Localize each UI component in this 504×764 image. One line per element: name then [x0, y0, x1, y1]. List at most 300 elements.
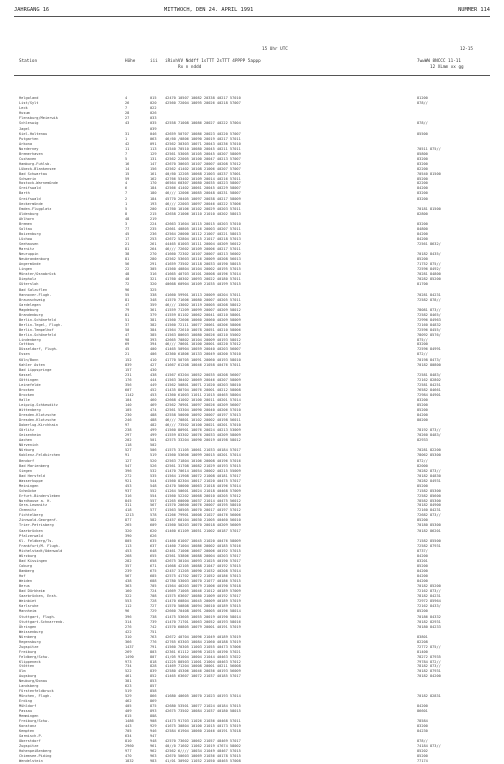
weather-groups: 70182 82931: [417, 619, 441, 624]
station-name: Gardelegen: [19, 302, 41, 307]
code-groups: 46/// 72602 10109 20006 40217 57011: [165, 247, 241, 252]
station-index: 393: [150, 337, 157, 342]
code-groups: 42570 73602 10062 21057 48469 57017: [165, 739, 241, 743]
weather-groups: 71582 85500: [417, 539, 441, 544]
station-height: 615: [125, 714, 132, 719]
station-name: Brandenburg: [19, 312, 43, 317]
station-name: Nürnberg: [19, 634, 37, 639]
station-index: 156: [150, 166, 157, 171]
station-index: 235: [150, 227, 157, 232]
code-groups: 41/01 30902 11052 21050 48465 57008: [165, 758, 241, 763]
station-name: Lindenberg: [19, 337, 41, 342]
weather-groups: 85500: [417, 131, 428, 136]
station-name: Konstanz: [19, 724, 37, 729]
station-name: List/Sylt: [19, 100, 39, 105]
station-name: Landsberg: [19, 684, 39, 689]
station-index: 869: [150, 699, 157, 704]
station-height: 112: [125, 603, 132, 608]
code-groups: 41564 40203 10079 21006 40190 57018: [165, 583, 241, 588]
code-groups: 42659 50707 10086 20023 40220 57007: [165, 131, 241, 136]
station-index: 776: [150, 639, 157, 644]
weather-groups: 79784 872//: [417, 659, 441, 664]
station-height: 973: [125, 659, 132, 664]
station-index: 609: [150, 523, 157, 528]
station-name: Regensburg: [19, 639, 41, 644]
code-groups: 41660 59901 10113 20009 40204 57011: [165, 292, 241, 297]
weather-groups: 70182 84200: [417, 674, 441, 679]
code-groups: 42575 41702 10072 21052 40186 57013: [165, 574, 241, 579]
weather-groups: 875//: [417, 337, 428, 342]
code-groups: 46/// 22003 10097 20046 40222 57006: [165, 202, 241, 207]
station-height: 37: [125, 322, 130, 327]
station-index: 519: [150, 452, 157, 457]
weather-groups: 84200: [417, 237, 428, 242]
station-index: 929: [150, 724, 157, 729]
code-groups: 41570 20600 10076 20007 40195 58010: [165, 503, 241, 508]
station-name: Pfalzerwald: [19, 534, 43, 539]
code-groups: 41680 40605 10070 21023 40193 57014: [165, 694, 241, 699]
weather-groups: 70186 84332: [417, 614, 441, 619]
station-index: 261: [150, 242, 157, 247]
weather-groups: 78192 873//: [417, 427, 441, 432]
station-index: 858: [150, 689, 157, 694]
weather-groups: 84200: [417, 574, 428, 579]
weather-groups: 72581 84251: [417, 383, 441, 388]
station-name: Hohenpeißenberg: [19, 748, 52, 753]
station-height: 269: [125, 649, 132, 654]
weather-groups: 84230: [417, 729, 428, 734]
station-name: München, Flugh.: [19, 694, 52, 699]
station-height: 322: [125, 593, 132, 598]
station-index: 658: [150, 559, 157, 564]
code-groups: 42564 20000 10112 21007 40221 58013: [165, 232, 241, 237]
station-index: 162: [150, 176, 157, 181]
station-index: 875: [150, 704, 157, 709]
station-name: Oberstdorf: [19, 739, 41, 743]
code-groups: 46/// 70601 10100 20001 40220 57012: [165, 342, 241, 347]
code-groups: 42562 53603 10116 20009 40208 56013: [165, 257, 241, 261]
weather-groups: 84200: [417, 554, 428, 559]
station-index: 224: [150, 222, 157, 227]
header-rule: [14, 16, 490, 17]
station-height: 311: [125, 503, 132, 508]
code-groups: 41563 50505 10070 20017 40197 57012: [165, 508, 241, 513]
code-groups: 42780 53003 10070 21077 40186 57015: [165, 579, 241, 583]
code-groups: 42675 73502 10084 21037 40180 58015: [165, 709, 241, 714]
station-name: Nürburg: [19, 447, 35, 452]
weather-groups: 84800: [417, 227, 428, 232]
station-name: Wittenberg: [19, 408, 41, 413]
code-groups: 42360 61806 10133 20049 40200 57010: [165, 352, 241, 357]
station-index: 729: [150, 608, 157, 613]
code-groups: 42562 30303 10071 20043 40236 57010: [165, 141, 241, 146]
station-height: 1: [125, 202, 128, 207]
station-name: Siegen: [19, 468, 32, 473]
station-height: 634: [125, 734, 132, 739]
station-name: Barth: [19, 191, 30, 196]
station-index: 382: [150, 322, 157, 327]
station-height: 438: [125, 579, 132, 583]
weather-groups: 70181 81500: [417, 207, 441, 212]
weather-groups: 72162 8433/: [417, 603, 441, 608]
code-groups: 42561 53304 10090 20040 40206 57010: [165, 408, 241, 413]
station-height: 47: [125, 332, 130, 337]
station-height: 937: [125, 488, 132, 493]
code-groups: 41560 82304 10017 21020 40475 57017: [165, 478, 241, 483]
station-index: 129: [150, 151, 157, 156]
station-index: 460: [150, 398, 157, 403]
station-index: 091: [150, 141, 157, 146]
weather-groups: 82800: [417, 212, 428, 217]
station-index: 488: [150, 418, 157, 422]
station-name: Kl. Feldberg/Ts.: [19, 539, 54, 544]
station-height: 4: [125, 96, 128, 100]
weather-groups: 76582 84661: [417, 388, 441, 393]
station-name: Freiburg: [19, 649, 37, 654]
weather-groups: 72162 82802: [417, 378, 441, 383]
station-height: 921: [125, 478, 132, 483]
station-index: 675: [150, 569, 157, 574]
code-groups: 41760 10106 10102 20029 40203 57011: [165, 207, 241, 212]
station-height: 7: [125, 105, 128, 110]
station-name: Bendorf: [19, 458, 35, 463]
station-name: Ueckermünde: [19, 202, 43, 207]
code-groups: 42558 50000 10092 20007 40197 57013: [165, 413, 241, 418]
code-groups: 41560 70305 11003 21055 40473 57006: [165, 644, 241, 649]
station-index: 264: [150, 247, 157, 252]
station-name: Meiningen: [19, 483, 39, 488]
column-header-rule: [14, 75, 490, 76]
station-height: 470: [125, 753, 132, 758]
weather-groups: 70182 8435/: [417, 252, 441, 257]
station-index: 853: [150, 679, 157, 684]
station-index: 963: [150, 753, 157, 758]
weather-groups: 85200: [417, 483, 428, 488]
station-name: Kiel-Holtenau: [19, 131, 48, 136]
code-groups: 41660 72302 10107 20007 40213 56002: [165, 252, 241, 257]
station-index: 482: [150, 422, 157, 427]
station-height: 11: [125, 146, 130, 151]
weather-groups: 72582 87931: [417, 544, 441, 549]
weather-groups: 72772 875//: [417, 644, 441, 649]
weather-groups: 82933: [417, 437, 428, 442]
station-height: 734: [125, 664, 132, 669]
weather-groups: 72582 8465/: [417, 312, 441, 317]
station-index: 728: [150, 598, 157, 603]
station-height: 805: [125, 539, 132, 544]
weather-groups: 78584: [417, 719, 428, 724]
station-index: 200: [150, 207, 157, 212]
station-height: 45: [125, 347, 130, 352]
code-groups: 41560 80901 10076 20024 40213 53009: [165, 427, 241, 432]
station-name: Braunschweig: [19, 297, 45, 302]
weather-groups: 77174: [417, 758, 428, 763]
station-name: Passau: [19, 709, 32, 714]
code-groups: 41669 71005 10046 21012 40189 57009: [165, 588, 241, 593]
weather-groups: 72582 878//: [417, 297, 441, 302]
station-index: 488: [150, 413, 157, 418]
code-groups: 41/05 91004 10004 21044 40463 57022: [165, 654, 241, 659]
station-name: Frankfurt/M. Flugh.: [19, 544, 61, 549]
code-groups: 41667 61208 10046 21058 40476 57011: [165, 363, 241, 368]
station-index: 499: [150, 427, 157, 432]
code-groups: 42765 63303 10084 21060 40188 57019: [165, 639, 241, 644]
table-row: [0, 191, 504, 196]
station-name: Fürstenfeldbruck: [19, 689, 54, 694]
station-index: 291: [150, 261, 157, 266]
station-index: 535: [150, 473, 157, 478]
weather-groups: 83200: [417, 191, 428, 196]
station-height: 7: [125, 191, 128, 196]
station-index: 962: [150, 748, 157, 753]
station-height: 81: [125, 247, 130, 252]
station-height: 356: [125, 383, 132, 388]
station-name: Stötten: [19, 664, 35, 669]
code-groups: 41567 63204 10052 20035 40208 56007: [165, 373, 241, 378]
station-height: 238: [125, 427, 132, 432]
table-row: [0, 523, 504, 528]
code-groups: 41564 72610 10078 20051 40210 58006: [165, 327, 241, 332]
station-height: 461: [125, 674, 132, 679]
station-index: 620: [150, 529, 157, 534]
station-index: 671: [150, 564, 157, 569]
station-height: 77: [125, 227, 130, 232]
station-height: 396: [125, 468, 132, 473]
code-groups: 41560 72111 10077 20061 40206 58006: [165, 322, 241, 327]
station-index: 452: [150, 388, 157, 393]
weather-groups: 71582 85300: [417, 488, 441, 493]
station-height: 381: [125, 679, 132, 684]
station-height: 56: [125, 261, 130, 266]
weather-groups: 70182 85200: [417, 583, 441, 588]
station-name: Cottbus: [19, 342, 35, 347]
code-groups: 42457 60104 10030 21005 40460 56010: [165, 518, 241, 523]
station-name: Bamberg: [19, 569, 35, 574]
weather-groups: 78062 85300: [417, 452, 441, 457]
weather-groups: 72561 8632/: [417, 242, 441, 247]
code-groups: 42670 30603 10107 20007 40208 57012: [165, 161, 241, 166]
code-groups: 42561 53005 10105 20045 40207 58009: [165, 151, 241, 156]
station-index: 316: [150, 271, 157, 276]
station-index: 499: [150, 432, 157, 437]
station-name: Arkona: [19, 141, 32, 146]
station-height: 314: [125, 619, 132, 624]
station-index: 839: [150, 669, 157, 674]
station-height: 409: [125, 709, 132, 714]
station-name: Weissenburg: [19, 629, 43, 634]
station-height: 1: [125, 136, 128, 141]
code-subheader: Rx n nddd: [178, 65, 202, 70]
weather-groups: 85200: [417, 518, 428, 523]
station-height: 230: [125, 413, 132, 418]
station-index: 818: [150, 659, 157, 664]
weather-groups: 81400: [417, 649, 428, 654]
weather-groups: 70282 873//: [417, 468, 441, 473]
weather-groups: 74184 873//: [417, 743, 441, 748]
station-height: 42: [125, 141, 130, 146]
page-header: [14, 7, 490, 16]
weather-groups: 72596 8455/: [417, 327, 441, 332]
station-name: Augsburg: [19, 674, 37, 679]
station-name: Saarbrücken: [19, 529, 43, 534]
weather-groups: 70182 87931: [417, 669, 441, 674]
station-height: 839: [125, 363, 132, 368]
code-groups: 42580 45306 10046 20036 40193 56009: [165, 669, 241, 674]
code-groups: 42470 10507 10082 20338 40217 57010: [165, 96, 241, 100]
station-height: 320: [125, 529, 132, 534]
station-name: Chiemsee-Piding: [19, 753, 52, 758]
weather-groups: 72581 8483/: [417, 373, 441, 378]
station-index: 305: [150, 266, 157, 271]
weather-groups: 72682 873//: [417, 513, 441, 518]
station-name: Gera-Leumnitz: [19, 503, 48, 508]
weather-groups: 83200: [417, 161, 428, 166]
code-groups: 41560 50203 10070 20018 40209 56009: [165, 523, 241, 528]
code-groups: 41560 40804 10104 20002 40195 57015: [165, 266, 241, 271]
station-name: Erding: [19, 699, 32, 704]
station-height: 1437: [125, 644, 134, 649]
station-height: 51: [125, 317, 130, 322]
code-groups: 41675 30804 10100 21015 40173 57019: [165, 724, 241, 729]
station-index: 946: [150, 729, 157, 734]
station-name: Ahlhorn: [19, 217, 35, 222]
code-groups: 46/// 12006 10085 20048 40231 58007: [165, 191, 241, 196]
station-name: Hannover-Flugh.: [19, 292, 52, 297]
station-index: 637: [150, 544, 157, 549]
code-groups: 42575 33204 10090 20019 40198 58012: [165, 437, 241, 442]
station-name: Dresden-Klotzsche: [19, 413, 56, 418]
station-index: 469: [150, 403, 157, 408]
station-height: 14: [125, 166, 130, 171]
station-index: 063: [150, 136, 157, 141]
station-index: 724: [150, 588, 157, 593]
table-row: [0, 759, 504, 764]
station-name: Diepholz: [19, 276, 37, 281]
station-name: Cuxhaven: [19, 156, 37, 161]
station-index: 035: [150, 120, 157, 125]
station-name: Mannheim: [19, 608, 37, 613]
station-name: Michelstadt/Odenwald: [19, 549, 63, 554]
station-index: 807: [150, 654, 157, 659]
station-height: 81: [125, 257, 130, 261]
station-name: Lingen: [19, 266, 32, 271]
station-name: Oldenburg: [19, 212, 39, 217]
station-height: 81: [125, 312, 130, 317]
code-groups: 45770 20405 10097 20038 40217 58009: [165, 197, 241, 202]
weather-groups: 72996 84963: [417, 317, 441, 322]
code-groups: 41465 50904 10059 20040 40203 56007: [165, 347, 241, 352]
station-name: Öhringen: [19, 624, 37, 629]
station-name: Weiden: [19, 579, 32, 583]
code-groups: 42660 70408 10091 20005 40196 58014: [165, 608, 241, 613]
station-name: Helgoland: [19, 96, 39, 100]
station-height: 16: [125, 161, 130, 166]
station-index: 506: [150, 447, 157, 452]
weather-groups: 85200: [417, 564, 428, 569]
station-height: 45: [125, 232, 130, 237]
station-index: 552: [150, 488, 157, 493]
station-index: 184: [150, 197, 157, 202]
station-height: 48: [125, 217, 130, 222]
station-name: Bad Kissingen: [19, 559, 48, 564]
station-index: 502: [150, 442, 157, 447]
station-name: Boizenburg: [19, 232, 41, 237]
weather-groups: 85200: [417, 257, 428, 261]
code-groups: 41470 70614 10054 20002 40215 55009: [165, 468, 241, 473]
weather-groups: 82000: [417, 463, 428, 468]
station-index: 893: [150, 709, 157, 714]
weather-groups: 78272 87935: [417, 654, 441, 659]
station-index: 270: [150, 252, 157, 257]
station-name: Greifswald: [19, 186, 41, 191]
station-height: 522: [125, 669, 132, 674]
station-index: 501: [150, 437, 157, 442]
station-height: 47: [125, 302, 130, 307]
station-index: 406: [150, 352, 157, 357]
station-index: 325: [150, 287, 157, 292]
weather-groups: 84200: [417, 413, 428, 418]
station-name: Zugspitze: [19, 743, 39, 748]
station-height: 418: [125, 508, 132, 513]
station-name: Bad Salzuflen: [19, 287, 48, 292]
station-height: 1490: [125, 654, 134, 659]
code-groups: 41264 50601 10024 21018 40468 57009: [165, 488, 241, 493]
station-index: 685: [150, 574, 157, 579]
code-groups: 41540 70510 10080 20045 40211 57011: [165, 146, 241, 151]
code-groups: 41473 91703 11026 21036 40468 57011: [165, 719, 241, 724]
code-groups: 42566 41402 10061 20045 40229 58007: [165, 186, 241, 191]
weather-groups: 84200: [417, 186, 428, 191]
station-name: Saarbrücken, Ensh.: [19, 593, 58, 598]
code-groups: 41460 71004 10086 20002 40185 57016: [165, 544, 241, 549]
station-index: 948: [150, 739, 157, 743]
station-index: 947: [150, 734, 157, 739]
station-index: 626: [150, 534, 157, 539]
code-groups: 41564 11908 10072 21008 40181 57017: [165, 473, 241, 478]
station-height: 268: [125, 554, 132, 559]
weather-groups: 70180 84233: [417, 624, 441, 629]
station-name: Putgarten: [19, 136, 39, 141]
station-name: Nörvenich: [19, 442, 39, 447]
code-groups: 42584 61904 10060 21046 40191 57018: [165, 729, 241, 734]
weather-groups: 78081 873//: [417, 307, 441, 312]
weather-groups: 82200: [417, 181, 428, 186]
station-height: 705: [125, 729, 132, 734]
code-groups: 41460 61109 10051 21002 40187 57017: [165, 529, 241, 534]
station-index: 763: [150, 634, 157, 639]
station-height: 405: [125, 704, 132, 709]
code-groups: 41460 61007 10045 21020 40476 58009: [165, 539, 241, 544]
station-index: 655: [150, 554, 157, 559]
weather-groups: 86601: [417, 709, 428, 714]
station-name: Doberlug-Kirchhain: [19, 422, 58, 427]
station-name: Feldberg/Schw.: [19, 654, 50, 659]
table-row: [0, 282, 504, 287]
height-header: Höhe: [125, 59, 136, 64]
station-index: 184: [150, 186, 157, 191]
station-index: 578: [150, 513, 157, 518]
ww-subheader: 12 XLmm xx gg: [430, 65, 464, 70]
station-height: 1142: [125, 393, 134, 398]
station-height: 40: [125, 276, 130, 281]
station-index: 532: [150, 468, 157, 473]
station-name: Gütersloh: [19, 281, 39, 286]
station-index: 361: [150, 307, 157, 312]
code-groups: 42457 31205 10090 21032 40208 57014: [165, 569, 241, 574]
station-index: 170: [150, 181, 157, 186]
station-height: 48: [125, 271, 130, 276]
station-name: Berlin-Tempelhof: [19, 327, 54, 332]
